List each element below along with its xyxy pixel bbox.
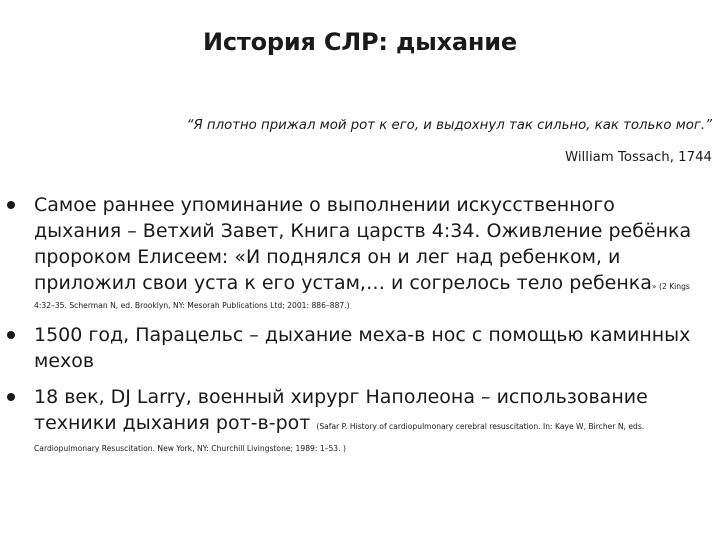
bullet-text: Самое раннее упоминание о выполнении искусственного дыхания – Ветхий Завет, Книга царств 4:34. Оживление ребёнка пророком Елисеем: «И поднялся он и лег над ребенком, и приложил свои уста к его устам,… и согрелось тело ребенка [34,194,692,294]
bullet-reference-inline: (Safar P. History of cardiopulmonary cerebral resuscitation. In: Kaye W, Bircher N, eds. [316,422,645,431]
bullet-dot-icon [7,331,15,339]
bullet-item [0,192,720,312]
bullet-reference: Cardiopulmonary Resuscitation. New York, NY: Churchill Livingstone; 1989: 1–53. ) [34,444,346,453]
bullet-dot-icon [7,201,15,209]
quote-author: William Tossach, 1744 [565,150,712,165]
bullet-text: 1500 год, Парацельс – дыхание меха-в нос с помощью каминных мехов [34,324,691,372]
bullet-text: 18 век, DJ Larry, военный хирург Наполеона – использование техники дыхания рот-в-рот [34,386,648,434]
bullet-list [0,192,720,455]
bullet-item [0,384,720,455]
slide-title: История СЛР: дыхание [202,28,517,56]
quote-text: “Я плотно прижал мой рот к его, и выдохнул так сильно, как только мог.” [186,118,712,133]
bullet-dot-icon [7,393,15,401]
bullet-reference-inline: » (2 Kings [651,282,690,291]
bullet-item [0,322,720,374]
bullet-reference: 4:32–35. Scherman N, ed. Brooklyn, NY: Mesorah Publications Ltd; 2001: 886–887.) [34,301,350,310]
